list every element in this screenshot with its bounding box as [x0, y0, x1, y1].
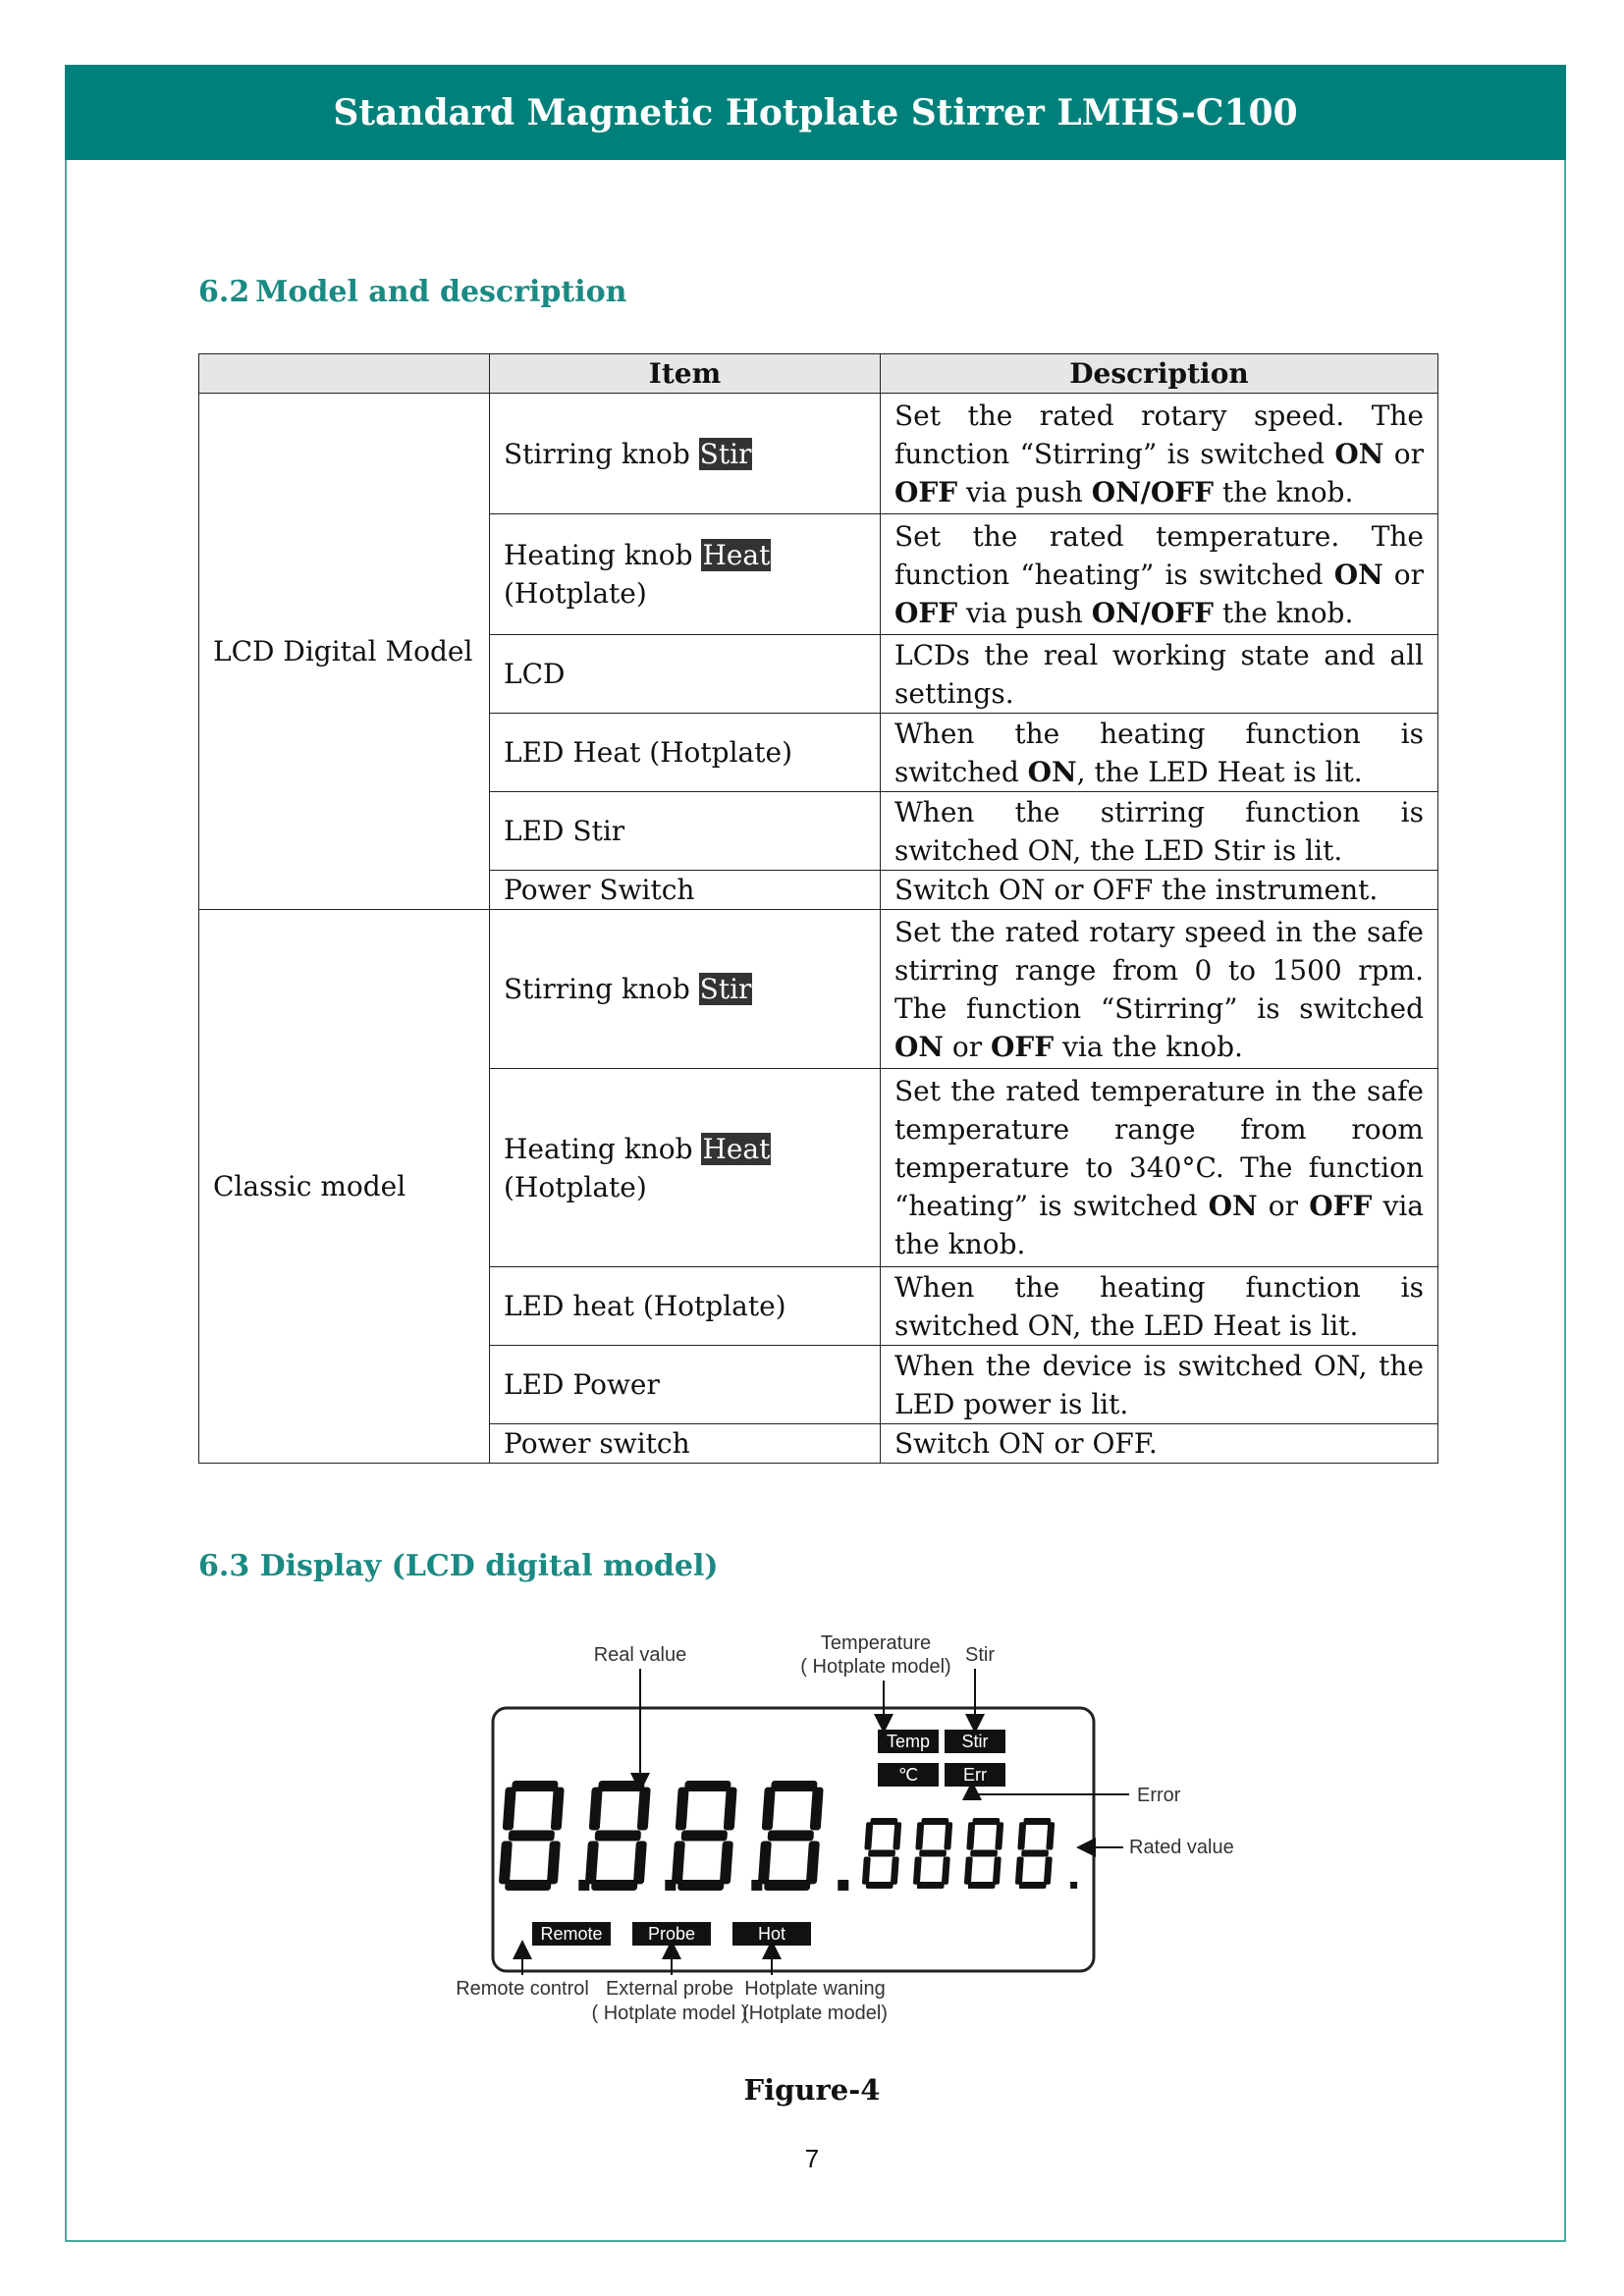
lcd-segment [968, 1882, 996, 1889]
description-cell: Set the rated rotary speed in the safe stirring range from 0 to 1500 rpm. The function “Stirring” is switched ON or OFF via the knob. [881, 910, 1438, 1069]
item-cell: LCD [490, 635, 881, 714]
document-title: Standard Magnetic Hotplate Stirrer LMHS-C100 [333, 91, 1298, 133]
lcd-segment [866, 1882, 893, 1889]
lcd-segment [972, 1818, 1000, 1825]
lcd-segment [917, 1882, 945, 1889]
lcd-segment [505, 1880, 552, 1891]
lcd-segment [1019, 1882, 1047, 1889]
label-hotplate-waning-model: (Hotplate model) [742, 2002, 888, 2024]
item-cell: Power switch [490, 1424, 881, 1464]
temp-badge [878, 1730, 939, 1753]
lcd-segment [512, 1781, 559, 1791]
table-row [199, 910, 1438, 1069]
lcd-segment [681, 1831, 729, 1842]
stir-badge [945, 1730, 1005, 1753]
description-cell: When the device is switched ON, the LED power is lit. [881, 1346, 1438, 1424]
lcd-segment [684, 1781, 731, 1791]
svg-text:Hot: Hot [757, 1924, 786, 1944]
model-name-cell: LCD Digital Model [199, 394, 490, 910]
item-cell: LED Stir [490, 792, 881, 871]
item-cell: LED heat (Hotplate) [490, 1267, 881, 1346]
knob-tag: Heat [702, 539, 771, 571]
svg-text:Err: Err [963, 1765, 987, 1785]
description-cell: When the heating function is switched ON, the LED Heat is lit. [881, 1267, 1438, 1346]
item-cell: Heating knob Heat (Hotplate) [490, 514, 881, 635]
lcd-segment [868, 1850, 895, 1857]
label-temperature: Temperature [820, 1632, 932, 1654]
document-header-banner [65, 65, 1566, 160]
knob-tag: Stir [699, 973, 752, 1005]
label-error: Error [1137, 1785, 1181, 1806]
model-name-cell: Classic model [199, 910, 490, 1464]
header-blank [199, 354, 490, 394]
description-cell: Set the rated temperature in the safe temperature range from room temperature to 340°C. The function “heating” is switched ON or OFF via the knob. [881, 1069, 1438, 1267]
lcd-segment [595, 1831, 642, 1842]
remote-badge [532, 1922, 611, 1946]
label-temperature-model: ( Hotplate model) [800, 1656, 951, 1678]
label-remote-control: Remote control [456, 1978, 589, 2000]
description-cell: Switch ON or OFF. [881, 1424, 1438, 1464]
lcd-segment [771, 1781, 818, 1791]
label-stir: Stir [965, 1644, 995, 1666]
lcd-segment [764, 1880, 811, 1891]
table-header-row [199, 354, 1438, 394]
lcd-segment [677, 1880, 725, 1891]
section-heading-display: 6.3 Display (LCD digital model) [198, 1549, 719, 1583]
label-real-value: Real value [593, 1644, 687, 1666]
hot-badge [732, 1922, 811, 1946]
description-cell: When the stirring function is switched ON, the LED Stir is lit. [881, 792, 1438, 871]
lcd-decimal-point [838, 1880, 848, 1891]
lcd-segment [1021, 1850, 1049, 1857]
table-row [199, 394, 1438, 514]
svg-text:℃: ℃ [897, 1765, 919, 1785]
description-cell: Set the rated rotary speed. The function “Stirring” is switched ON or OFF via push ON/OFF the knob. [881, 394, 1438, 514]
label-external-probe: External probe [605, 1978, 734, 2000]
label-hotplate-waning: Hotplate waning [744, 1978, 886, 2000]
page-number: 7 [804, 2144, 820, 2173]
model-description-table [198, 353, 1438, 1464]
item-cell: LED Heat (Hotplate) [490, 714, 881, 792]
description-cell: Set the rated temperature. The function “heating” is switched ON or OFF via push ON/OFF the knob. [881, 514, 1438, 635]
svg-text:Temp: Temp [886, 1732, 931, 1751]
svg-text:Probe: Probe [647, 1924, 696, 1944]
svg-text:Stir: Stir [961, 1732, 989, 1751]
lcd-display-diagram [452, 1629, 1257, 2042]
lcd-segment [970, 1850, 998, 1857]
description-cell: LCDs the real working state and all settings. [881, 635, 1438, 714]
table-body [199, 394, 1438, 1464]
lcd-segment [509, 1831, 556, 1842]
err-badge [945, 1763, 1005, 1787]
lcd-decimal-point [1070, 1882, 1077, 1889]
lcd-segment [768, 1831, 815, 1842]
lcd-segment [921, 1818, 948, 1825]
label-rated-value: Rated value [1129, 1837, 1234, 1858]
probe-badge [632, 1922, 711, 1946]
lcd-segment [1023, 1818, 1051, 1825]
knob-tag: Stir [699, 437, 752, 470]
header-description: Description [881, 354, 1438, 394]
header-item: Item [490, 354, 881, 394]
item-cell: LED Power [490, 1346, 881, 1424]
section-heading-model-description: 6.2 Model and description [198, 275, 627, 309]
lcd-segment [598, 1781, 645, 1791]
item-cell: Stirring knob Stir [490, 394, 881, 514]
knob-tag: Heat [702, 1132, 771, 1165]
label-external-probe-model: ( Hotplate model ) [591, 2002, 748, 2024]
item-cell: Power Switch [490, 871, 881, 910]
description-cell: Switch ON or OFF the instrument. [881, 871, 1438, 910]
item-cell: Heating knob Heat (Hotplate) [490, 1069, 881, 1267]
item-cell: Stirring knob Stir [490, 910, 881, 1069]
description-cell: When the heating function is switched ON, the LED Heat is lit. [881, 714, 1438, 792]
svg-text:Remote: Remote [540, 1924, 603, 1944]
celsius-badge [878, 1763, 939, 1787]
figure-caption: Figure-4 [743, 2073, 881, 2107]
lcd-segment [870, 1818, 897, 1825]
lcd-segment [919, 1850, 947, 1857]
lcd-segment [591, 1880, 638, 1891]
